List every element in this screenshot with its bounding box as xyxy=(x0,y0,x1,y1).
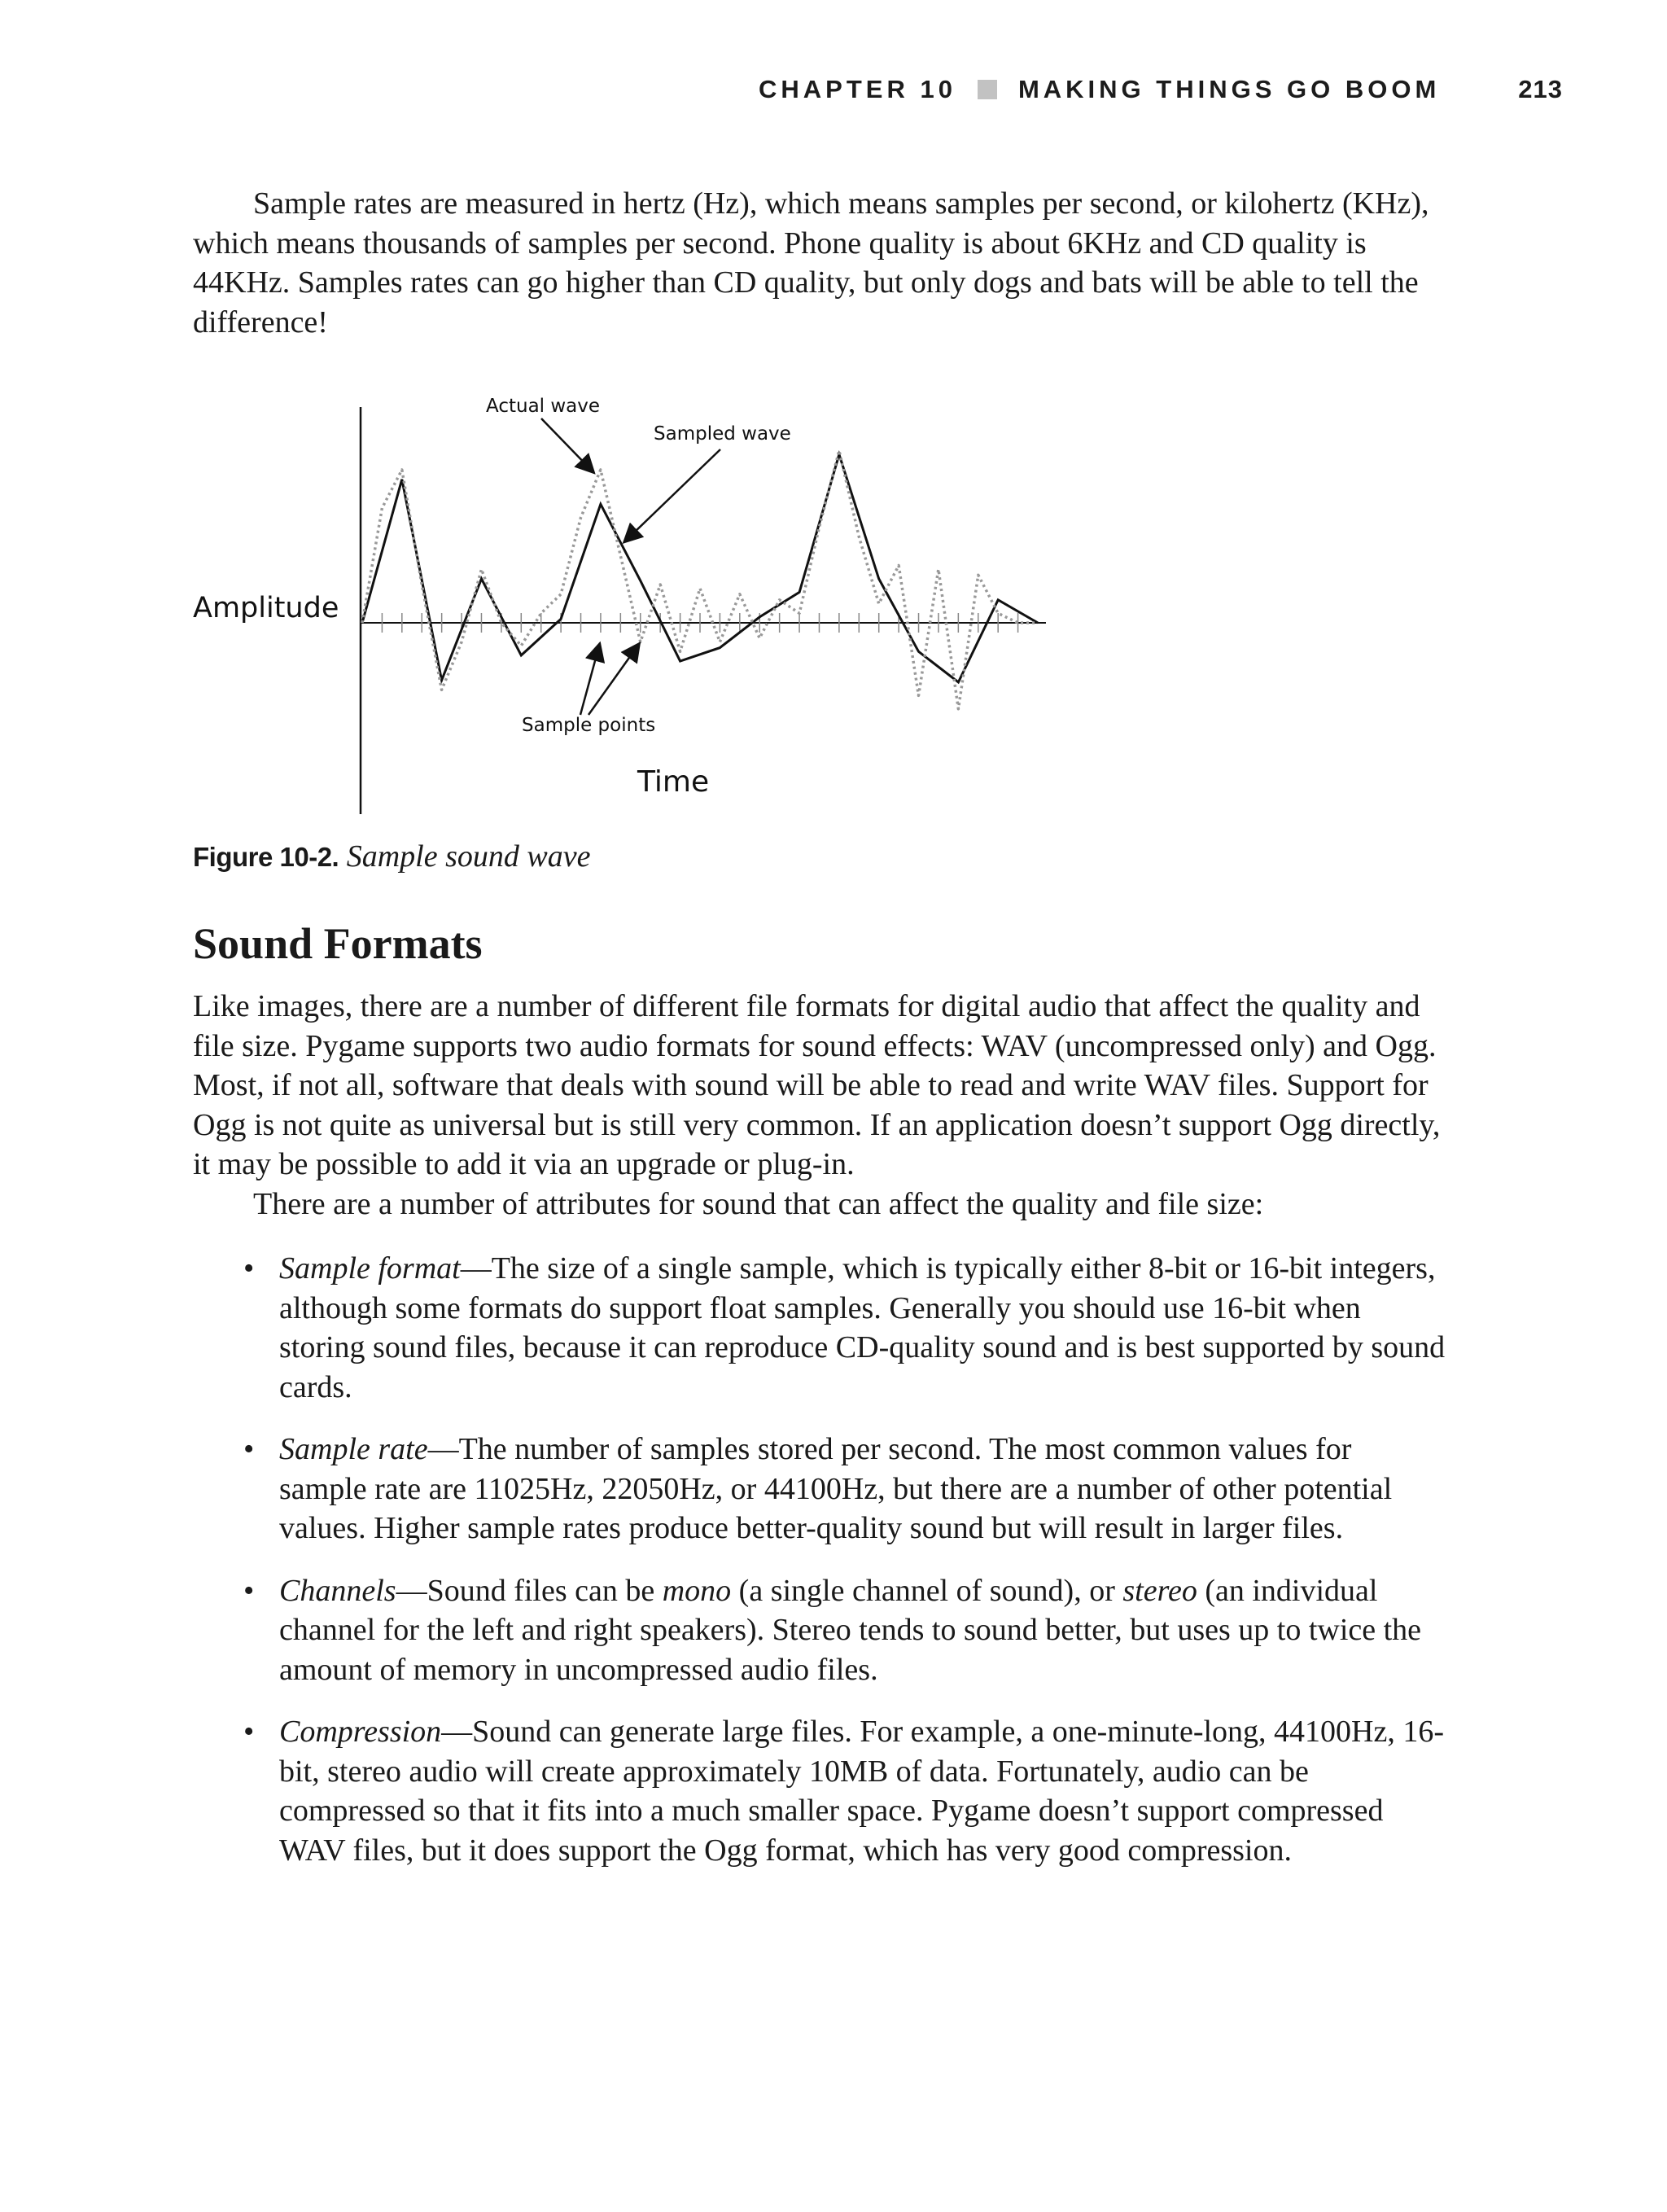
list-item xyxy=(193,1571,1446,1690)
bullet-icon: • xyxy=(243,1573,255,1608)
intro-paragraph: Sample rates are measured in hertz (Hz), which means samples per second, or kilohertz (KHz), which means thousands of samples per second. Phone quality is about 6KHz and CD quality is 44KHz. Samples rates can go higher than CD quality, but only dogs and bats will be able to tell the difference! xyxy=(193,186,1429,339)
separator-square-icon xyxy=(978,80,997,99)
list-item-text: (an individual channel for the left and right speakers). Stereo tends to sound better, but uses up to twice the amount of memory in uncompressed audio files. xyxy=(279,1573,1422,1687)
chapter-title: MAKING THINGS GO BOOM xyxy=(1017,75,1441,103)
list-item-text: The number of samples stored per second. The most common values for sample rate are 11025Hz, 22050Hz, or 44100Hz, but there are a number of other potential values. Higher sample rates produce better-quality sound but will result in larger files. xyxy=(279,1432,1393,1545)
list-item-dash: — xyxy=(396,1573,427,1608)
list-item-term: Sample rate xyxy=(279,1432,428,1466)
list-item-text: The size of a single sample, which is typically either 8-bit or 16-bit integers, although some formats do support float samples. Generally you should use 16-bit when storing sound files, because it can reproduce CD-quality sound and is best supported by sound cards. xyxy=(279,1251,1446,1404)
list-item-emphasis: stereo xyxy=(1122,1573,1197,1608)
list-item-dash: — xyxy=(441,1715,473,1749)
list-item xyxy=(193,1430,1446,1548)
intro-paragraph-block xyxy=(193,184,1446,342)
bullet-icon: • xyxy=(243,1432,255,1466)
caption-title: Sample sound wave xyxy=(346,839,591,874)
section-paragraph-indented: There are a number of attributes for sound that can affect the quality and file size: xyxy=(253,1186,1264,1221)
actual-wave-series xyxy=(362,451,1038,709)
attribute-list xyxy=(193,1249,1446,1893)
series xyxy=(362,451,1038,709)
list-item-dash: — xyxy=(427,1432,459,1466)
section-text-block xyxy=(193,987,1446,1224)
annotations xyxy=(541,418,720,715)
list-item-emphasis: mono xyxy=(662,1573,732,1608)
actual-wave-label: Actual wave xyxy=(486,396,601,417)
x-axis-label: Time xyxy=(637,765,710,799)
list-item-text: Sound files can be xyxy=(427,1573,663,1608)
page-number: 213 xyxy=(1518,75,1563,103)
sampled-wave-series xyxy=(362,454,1038,682)
list-item-term: Compression xyxy=(279,1715,442,1749)
caption-number: Figure 10-2. xyxy=(193,842,339,872)
section-heading: Sound Formats xyxy=(193,919,483,968)
list-item-term: Sample format xyxy=(279,1251,461,1286)
list-item-text: (a single channel of sound), or xyxy=(731,1573,1123,1608)
y-axis-label: Amplitude xyxy=(193,592,339,624)
list-item xyxy=(193,1249,1446,1407)
section-paragraph: Like images, there are a number of different file formats for digital audio that affect the quality and file size. Pygame supports two audio formats for sound effects: WAV (uncompressed only) and Ogg. Most, if not all, software that deals with sound will be able to read and write WAV files. Support for Ogg is not quite as universal but is still very common. If an application doesn’t support Ogg directly, it may be possible to add it via an upgrade or plug-in. xyxy=(193,989,1441,1181)
list-item-dash: — xyxy=(460,1251,492,1286)
wave-chart xyxy=(183,391,1062,830)
list-item-term: Channels xyxy=(279,1573,396,1608)
sample-points-label: Sample points xyxy=(522,715,656,736)
actual-wave-arrow xyxy=(541,418,594,473)
list-item xyxy=(193,1712,1446,1870)
axes xyxy=(361,407,1046,814)
chapter-label: CHAPTER 10 xyxy=(759,75,956,103)
bullet-icon: • xyxy=(243,1715,255,1749)
sampled-wave-arrow xyxy=(623,449,720,542)
sample-sound-wave-figure xyxy=(183,391,1062,830)
running-head xyxy=(759,75,1563,104)
list-item-text: Sound can generate large files. For example, a one-minute-long, 44100Hz, 16-bit, stereo audio will create approximately 10MB of data. Fortunately, audio can be compressed so that it fits into a much smaller space. Pygame doesn’t support compressed WAV files, but it does support the Ogg format, which has very good compression. xyxy=(279,1715,1444,1868)
bullet-icon: • xyxy=(243,1251,255,1286)
sampled-wave-label: Sampled wave xyxy=(654,423,791,445)
figure-caption xyxy=(193,839,590,874)
